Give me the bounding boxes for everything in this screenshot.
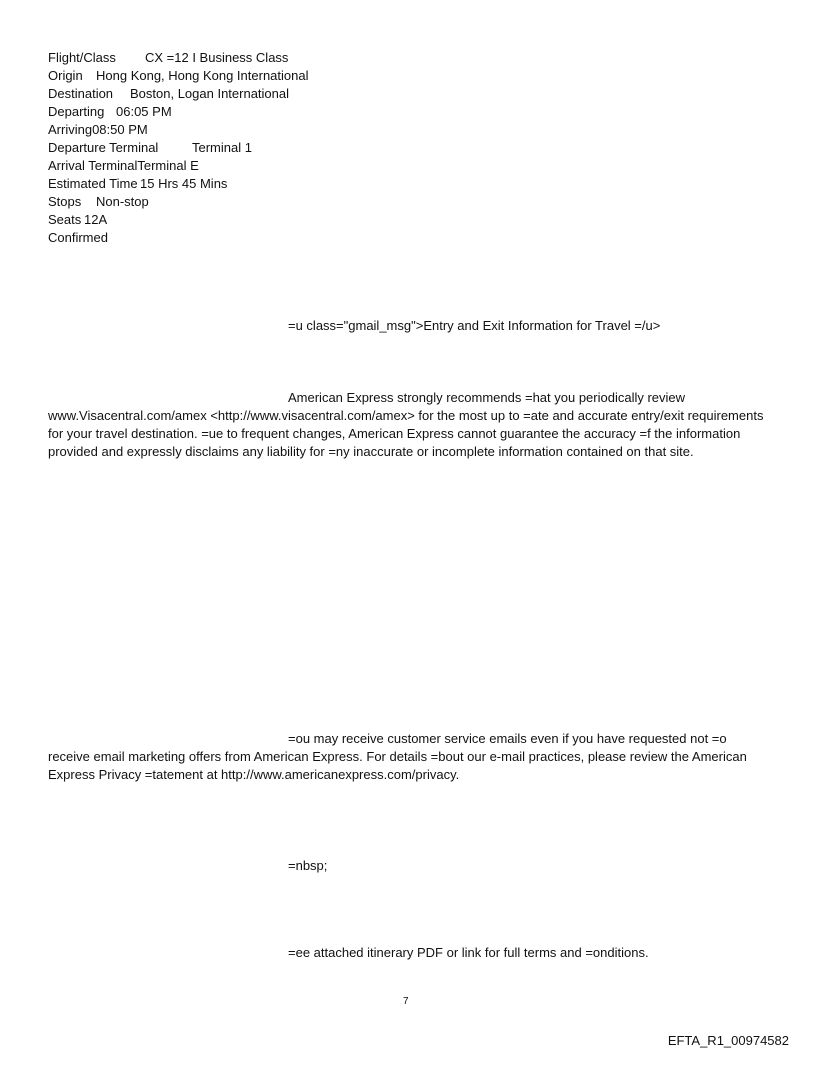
entry-exit-heading: =u class="gmail_msg">Entry and Exit Information for Travel =/u>	[288, 318, 661, 333]
departing-label: Departing	[48, 104, 105, 119]
seats-value: 12A	[84, 212, 108, 227]
itinerary-terms-line: =ee attached itinerary PDF or link for full terms and =onditions.	[288, 945, 649, 960]
flight-class-row	[48, 49, 309, 67]
arriving-row	[48, 121, 309, 139]
seats-row	[48, 211, 309, 229]
estimated-time-row	[48, 175, 309, 193]
origin-row	[48, 67, 309, 85]
destination-label: Destination	[48, 86, 114, 101]
arrival-terminal-row	[48, 157, 309, 175]
amex-recommendation-paragraph	[48, 389, 770, 461]
departing-row	[48, 103, 309, 121]
departure-terminal-label: Departure Terminal	[48, 140, 159, 155]
departing-value: 06:05 PM	[116, 104, 172, 119]
seats-label: Seats	[48, 212, 82, 227]
arriving-value: 08:50 PM	[92, 122, 148, 137]
email-notice-paragraph	[48, 730, 770, 784]
nbsp-line: =nbsp;	[288, 858, 328, 873]
estimated-time-value: 15 Hrs 45 Mins	[140, 176, 228, 191]
arrival-terminal-value: Terminal E	[137, 158, 199, 173]
stops-value: Non-stop	[96, 194, 149, 209]
origin-label: Origin	[48, 68, 83, 83]
flight-details	[48, 49, 309, 247]
destination-value: Boston, Logan International	[130, 86, 290, 101]
arrival-terminal-label: Arrival Terminal	[48, 158, 138, 173]
stops-row	[48, 193, 309, 211]
page-number: 7	[403, 996, 409, 1007]
origin-value: Hong Kong, Hong Kong International	[96, 68, 309, 83]
amex-recommendation-text: American Express strongly recommends =hat you periodically review www.Visacentral.com/amex <http://www.visacentral.com/amex> for the most up to =ate and accurate entry/exit requirements for your travel destination. =ue to frequent changes, American Express cannot guarantee the accuracy =f the information provided and expressly disclaims any liability for =ny inaccurate or incomplete information contained on that site.	[48, 390, 764, 459]
flight-class-label: Flight/Class	[48, 50, 116, 65]
booking-status: Confirmed	[48, 230, 108, 245]
document-id: EFTA_R1_00974582	[667, 1033, 789, 1048]
estimated-time-label: Estimated Time	[48, 176, 138, 191]
email-notice-text: =ou may receive customer service emails even if you have requested not =o receive email marketing offers from American Express. For details =bout our e-mail practices, please review the American Express Privacy =tatement at http://www.americanexpress.com/privacy.	[48, 731, 747, 782]
destination-row	[48, 85, 309, 103]
arriving-label: Arriving	[48, 122, 93, 137]
flight-class-value: CX =12 I Business Class	[145, 50, 289, 65]
departure-terminal-row	[48, 139, 309, 157]
stops-label: Stops	[48, 194, 82, 209]
departure-terminal-value: Terminal 1	[192, 140, 252, 155]
